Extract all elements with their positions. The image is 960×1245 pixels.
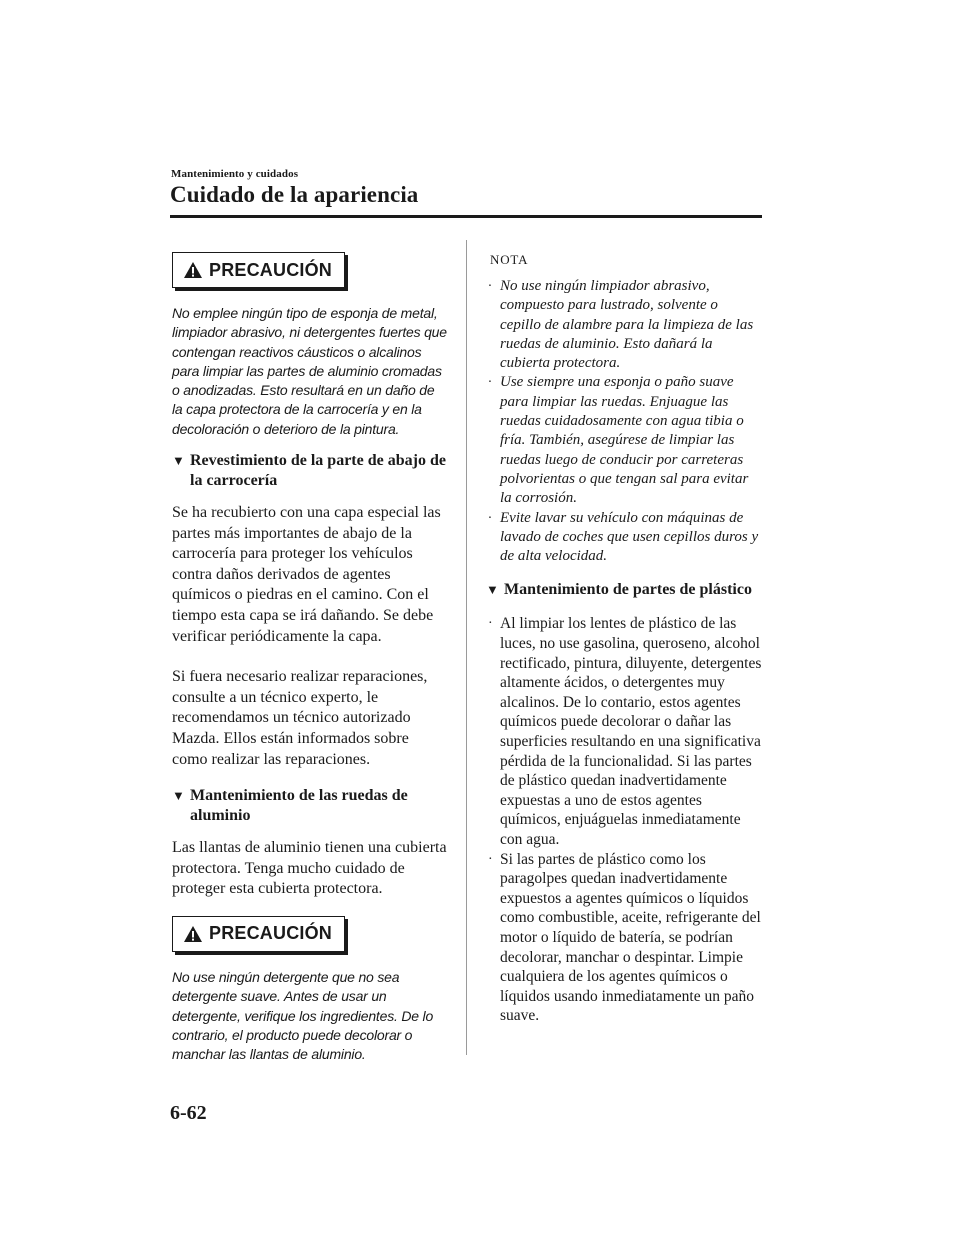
- heading-text: Mantenimiento de las ruedas de aluminio: [190, 787, 408, 825]
- caution-banner: [172, 252, 345, 288]
- triangle-down-icon: ▼: [486, 582, 499, 598]
- list-item: · Si las partes de plástico como los paragolpes quedan inadvertidamente expuestos a agentes químicos o líquidos como combustible, aceite, refrigerante del motor o líquido de batería, se podrían decolorar, manchar o despintar. Limpie cualquiera de los agentes químicos o líquidos usando inmediatamente un paño suave.: [488, 850, 761, 1025]
- section-heading: [486, 580, 762, 600]
- paragraph: Si fuera necesario realizar reparaciones, consulte a un técnico experto, le recomendamos un técnico autorizado Mazda. Ellos están informados sobre como realizar las reparaciones.: [172, 668, 428, 768]
- page-title: Cuidado de la apariencia: [170, 182, 419, 207]
- heading-text: Revestimiento de la parte de abajo de la carrocería: [190, 452, 446, 490]
- nota-list: [486, 277, 762, 566]
- caution-banner: [172, 916, 345, 952]
- right-column: [486, 252, 762, 1026]
- section-underbody: [172, 451, 448, 770]
- list-item: · Evite lavar su vehículo con máquinas de lavado de coches que usen cepillos duros y de alta velocidad.: [488, 509, 759, 565]
- triangle-down-icon: ▼: [172, 453, 185, 469]
- section-heading: [172, 786, 448, 826]
- heading-text: Mantenimiento de partes de plástico: [504, 581, 752, 599]
- caution-title: PRECAUCIÓN: [209, 923, 333, 944]
- section-plastic-parts: [486, 580, 762, 1025]
- column-divider: [466, 240, 467, 1055]
- nota-block: [486, 252, 762, 566]
- triangle-down-icon: ▼: [172, 788, 185, 804]
- paragraph: Las llantas de aluminio tienen una cubierta protectora. Tenga mucho cuidado de proteger esta cubierta protectora.: [172, 839, 447, 898]
- warning-icon: [183, 261, 203, 279]
- list-item: · Al limpiar los lentes de plástico de las luces, no use gasolina, queroseno, alcohol rectificado, pintura, diluyente, detergentes altamente ácidos, o detergentes muy alcalinos. De lo contario, estos agentes químicos puede decolorar o dañar las superficies resultando en una significativa pérdida de la funcionalidad. Si las partes de plástico quedan inadvertidamente expuestas a uno de estos agentes químicos, enjuáguelas inmediatamente con agua.: [488, 615, 762, 848]
- left-column: [172, 252, 448, 1064]
- list-item: · Use siempre una esponja o paño suave para limpiar las ruedas. Enjuague las ruedas cuidadosamente con agua tibia o fría. También, asegúrese de limpiar las ruedas luego de conducir por carreteras polvorientas o que tengan sal para evitar la corrosión.: [488, 374, 749, 507]
- caution-block-2: [172, 916, 448, 1064]
- section-heading: [172, 451, 448, 491]
- paragraph: Se ha recubierto con una capa especial las partes más importantes de abajo de la carrocería para proteger los vehículos contra daños derivados de agentes químicos o piedras en el camino. Con el tiempo esta capa se irá dañando. Se debe verificar periódicamente la capa.: [172, 504, 441, 645]
- warning-icon: [183, 925, 203, 943]
- section-label: Mantenimiento y cuidados: [171, 168, 299, 180]
- caution-text: No use ningún detergente que no sea detergente suave. Antes de usar un detergente, verifique los ingredientes. De lo contrario, el producto puede decolorar o manchar las llantas de aluminio.: [172, 968, 434, 1063]
- list-item: · No use ningún limpiador abrasivo, compuesto para lustrado, solvente o cepillo de alambre para la limpieza de las ruedas de aluminio. Esto dañará la cubierta protectora.: [488, 278, 754, 372]
- plastic-list: [486, 614, 762, 1025]
- header-rule: [170, 215, 762, 218]
- caution-block-1: [172, 252, 448, 439]
- caution-title: PRECAUCIÓN: [209, 259, 333, 280]
- nota-label: NOTA: [490, 252, 529, 267]
- section-aluminum-wheels: [172, 786, 448, 900]
- caution-text: No emplee ningún tipo de esponja de metal, limpiador abrasivo, ni detergentes fuertes que contengan reactivos cáusticos o alcalinos para limpiar las partes de aluminio cromadas o anodizadas. Esto resultará en un daño de la capa protectora de la carrocería y en la decoloración o deterioro de la pintura.: [172, 305, 447, 437]
- page-number: 6-62: [170, 1102, 207, 1124]
